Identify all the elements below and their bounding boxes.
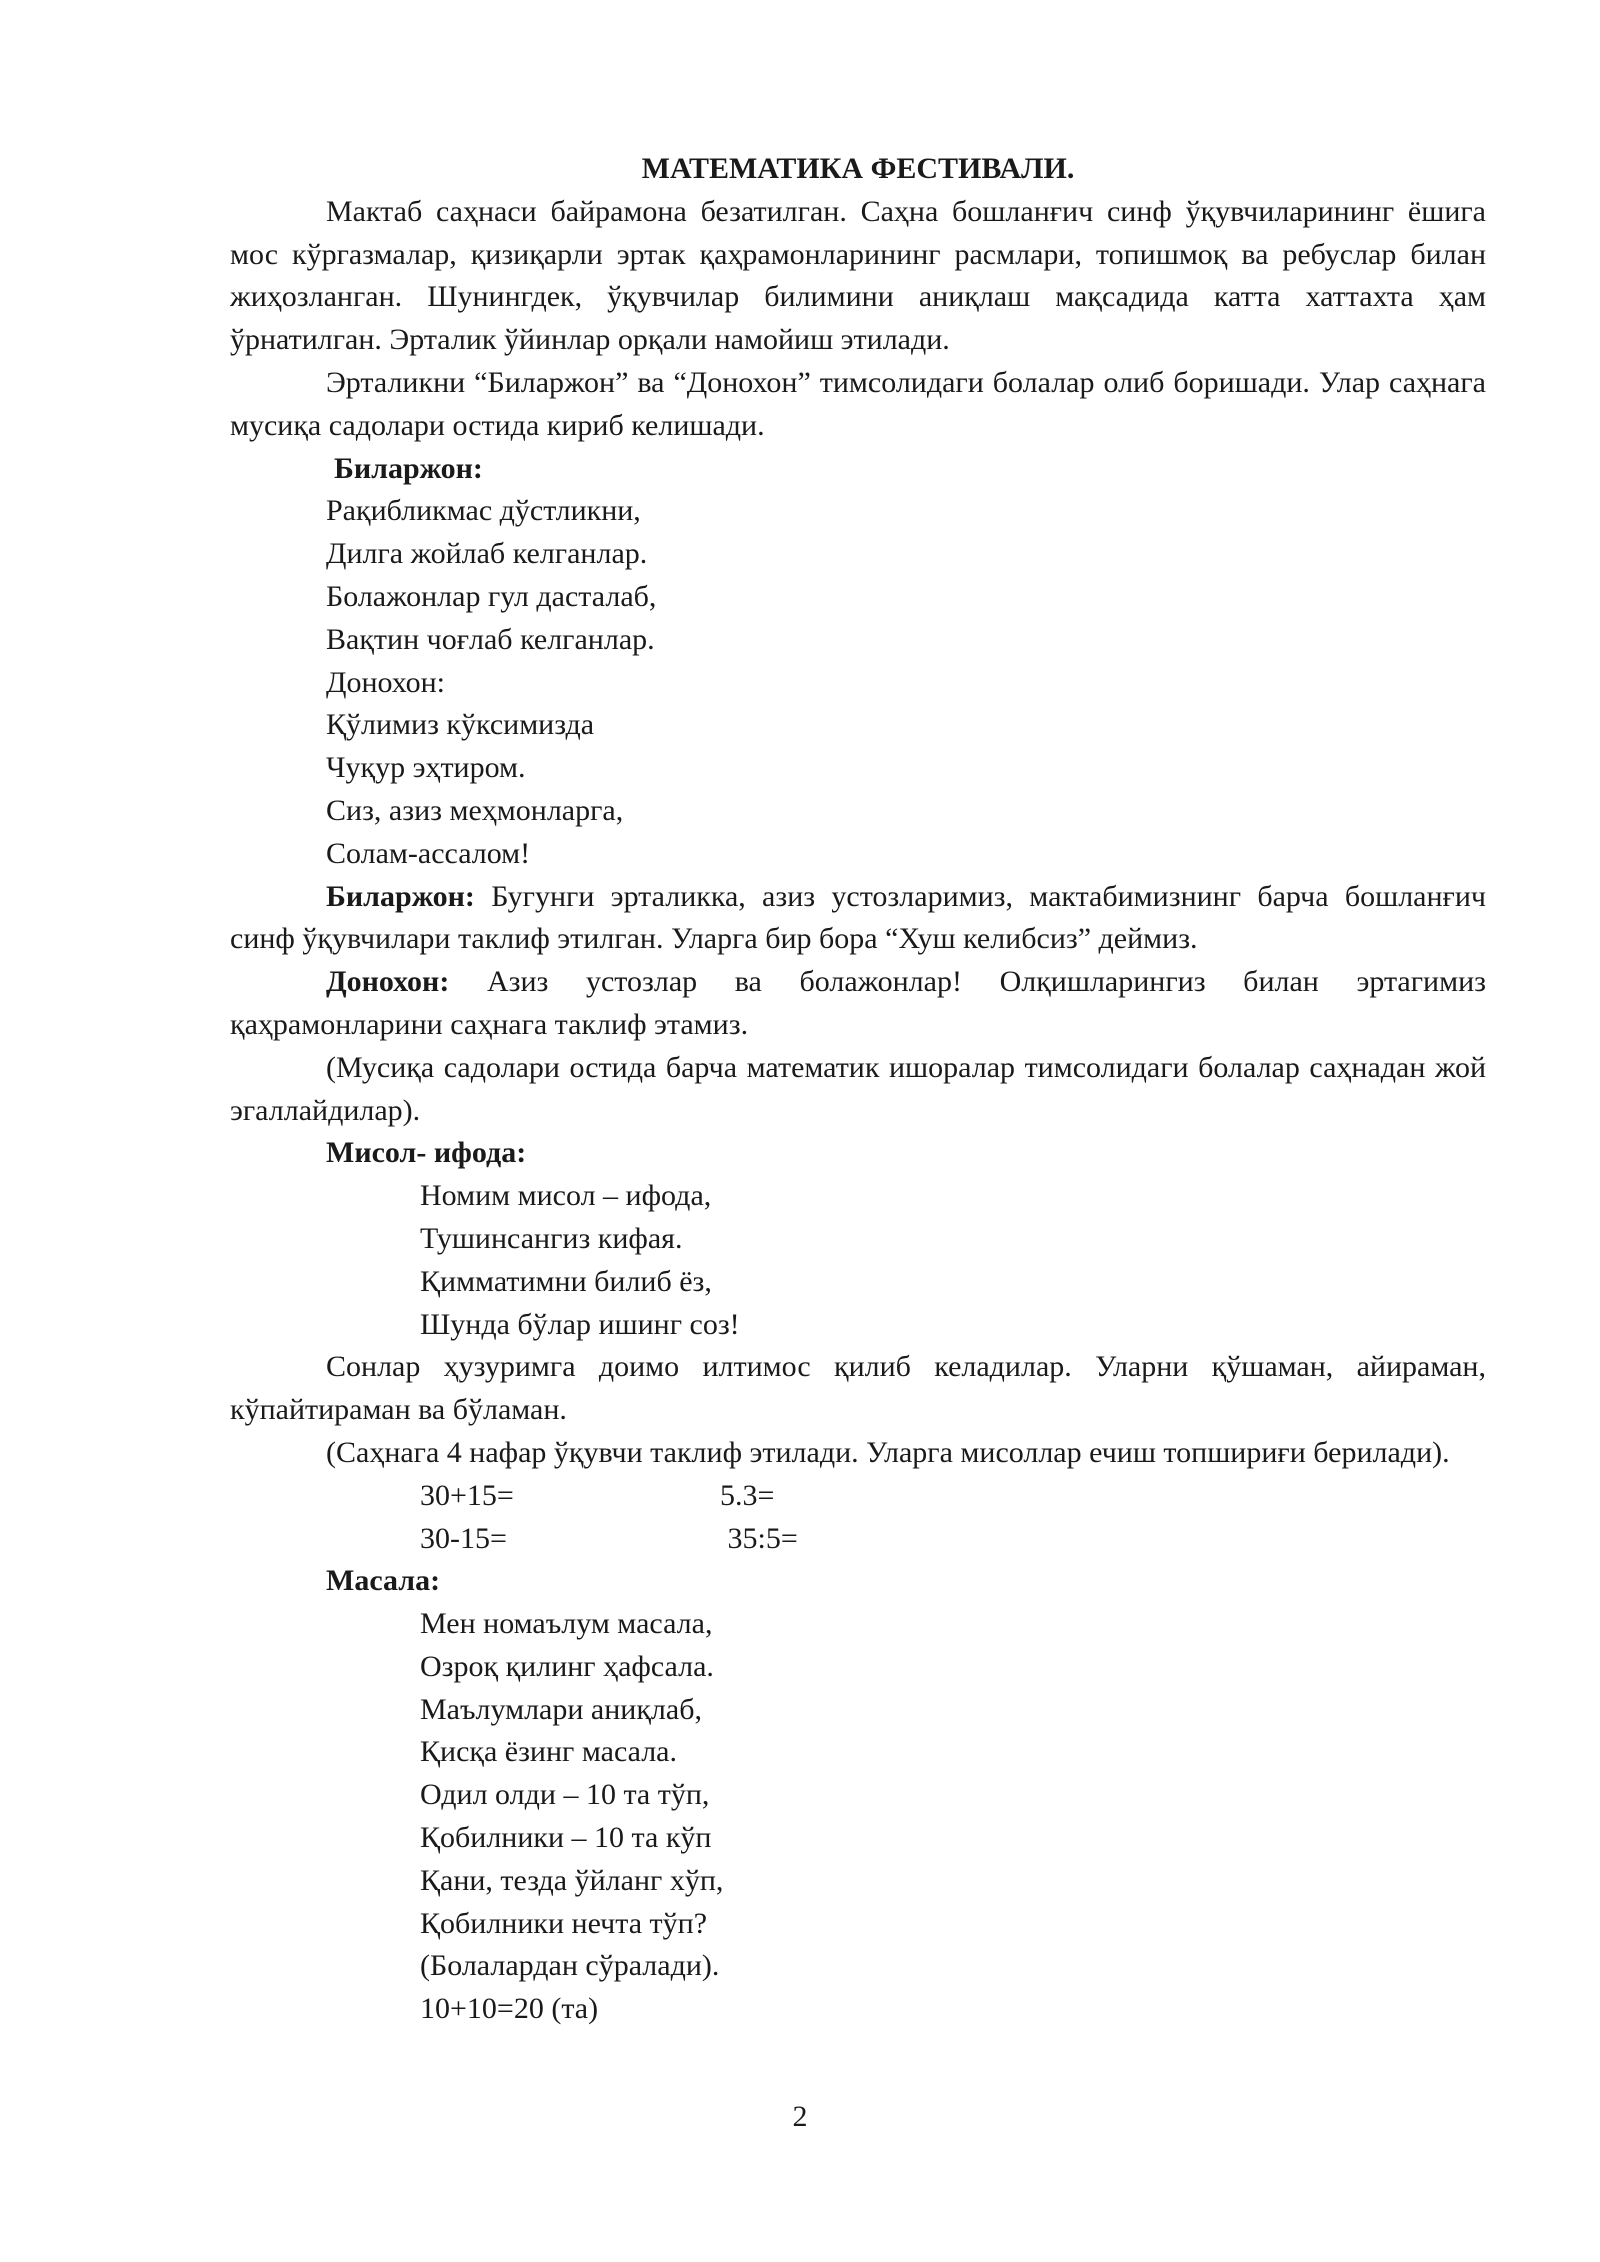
dialogue-text: Бугунги эрталикка, азиз устозларимиз, мактабимизнинг барча бошланғич синф ўқувчилари таклиф этилган. Уларга бир бора “Хуш келибсиз” деймиз. (230, 879, 1486, 956)
exercise-item: 30+15= (420, 1478, 514, 1512)
poem-line: Маълумлари аниқлаб, (420, 1692, 702, 1726)
page-number: 2 (792, 2100, 808, 2133)
exercises-block (230, 1475, 1486, 1561)
exercise-item: 5.3= (720, 1478, 775, 1512)
speaker-heading-bilarjon: Биларжон: (334, 451, 483, 485)
dialogue-speaker: Донохон: (326, 965, 450, 999)
poem-line: Шунда бўлар ишинг соз! (420, 1307, 740, 1341)
poem-line: Номим мисол – ифода, (420, 1179, 712, 1213)
exercise-row (230, 1475, 1486, 1518)
exercise-item: 35:5= (720, 1521, 798, 1555)
poem-line: Қани, тезда ўйланг хўп, (420, 1863, 724, 1897)
poem-line: Одил олди – 10 та тўп, (420, 1778, 710, 1812)
poem-line: Мен номаълум масала, (420, 1607, 713, 1641)
poem-line: Рақибликмас дўстликни, (326, 494, 641, 528)
misol-heading: Мисол- ифода: (326, 1136, 527, 1170)
poem-line: Қобилники – 10 та кўп (420, 1821, 712, 1855)
stage-note-inline: (Болалардан сўралади). (420, 1949, 720, 1983)
document-title: МАТЕМАТИКА ФЕСТИВАЛИ. (641, 152, 1075, 185)
intro-paragraph: Эрталикни “Биларжон” ва “Донохон” тимсолидаги болалар олиб боришади. Улар саҳнага мусиқа садолари остида кириб келишади. (230, 365, 1486, 442)
poem-line: Болажонлар гул дасталаб, (326, 579, 657, 613)
poem-masala (230, 1603, 1486, 2031)
exercise-row (230, 1518, 1486, 1561)
poem-line: Чуқур эҳтиром. (326, 751, 526, 785)
dialogue-paragraph (230, 961, 1486, 1047)
stage-note: (Мусиқа садолари остида барча математик ишоралар тимсолидаги болалар саҳнадан жой эгаллайдилар). (230, 1050, 1486, 1127)
poem-line: Қўлимиз кўксимизда (326, 708, 595, 742)
stage-note: (Саҳнага 4 нафар ўқувчи таклиф этилади. Уларга мисоллар ечиш топшириғи берилади). (326, 1435, 1450, 1469)
poem-line: Солам-ассалом! (326, 836, 531, 870)
dialogue-speaker: Биларжон: (326, 879, 475, 913)
misol-paragraph: Сонлар ҳузуримга доимо илтимос қилиб келадилар. Уларни қўшаман, айираман, кўпайтираман ва бўламан. (230, 1350, 1486, 1427)
masala-heading: Масала: (326, 1564, 441, 1598)
dialogue-text: Азиз устозлар ва болажонлар! Олқишларингиз билан эртагимиз қаҳрамонларини саҳнага таклиф этамиз. (230, 965, 1486, 1041)
intro-paragraph: Мактаб саҳнаси байрамона безатилган. Саҳна бошланғич синф ўқувчиларининг ёшига мос кўргазмалар, қизиқарли эртак қаҳрамонларининг расмлари, топишмоқ ва ребуслар билан жиҳозланган. Шунингдек, ўқувчилар билимини аниқлаш мақсадида катта хаттахта ҳам ўрнатилган. Эрталик ўйинлар орқали намойиш этилади. (230, 194, 1486, 357)
poem-misol (230, 1175, 1486, 1346)
answer-line: 10+10=20 (та) (420, 1992, 599, 2026)
poem-line: Вақтин чоғлаб келганлар. (326, 622, 655, 656)
speaker-heading-donokhon: Донохон: (326, 665, 446, 699)
document-page (230, 148, 1486, 2031)
poem-line: Сиз, азиз меҳмонларга, (326, 793, 624, 827)
poem-line: Қисқа ёзинг масала. (420, 1735, 677, 1769)
poem-line: Дилга жойлаб келганлар. (326, 537, 648, 571)
exercise-item: 30-15= (420, 1521, 507, 1555)
poem-line: Тушинсангиз кифая. (420, 1221, 683, 1255)
poem-line: Қобилники нечта тўп? (420, 1906, 708, 1940)
dialogue-paragraph (230, 876, 1486, 962)
poem-greeting (230, 490, 1486, 875)
poem-line: Озроқ қилинг ҳафсала. (420, 1649, 714, 1683)
poem-line: Қимматимни билиб ёз, (420, 1264, 712, 1298)
